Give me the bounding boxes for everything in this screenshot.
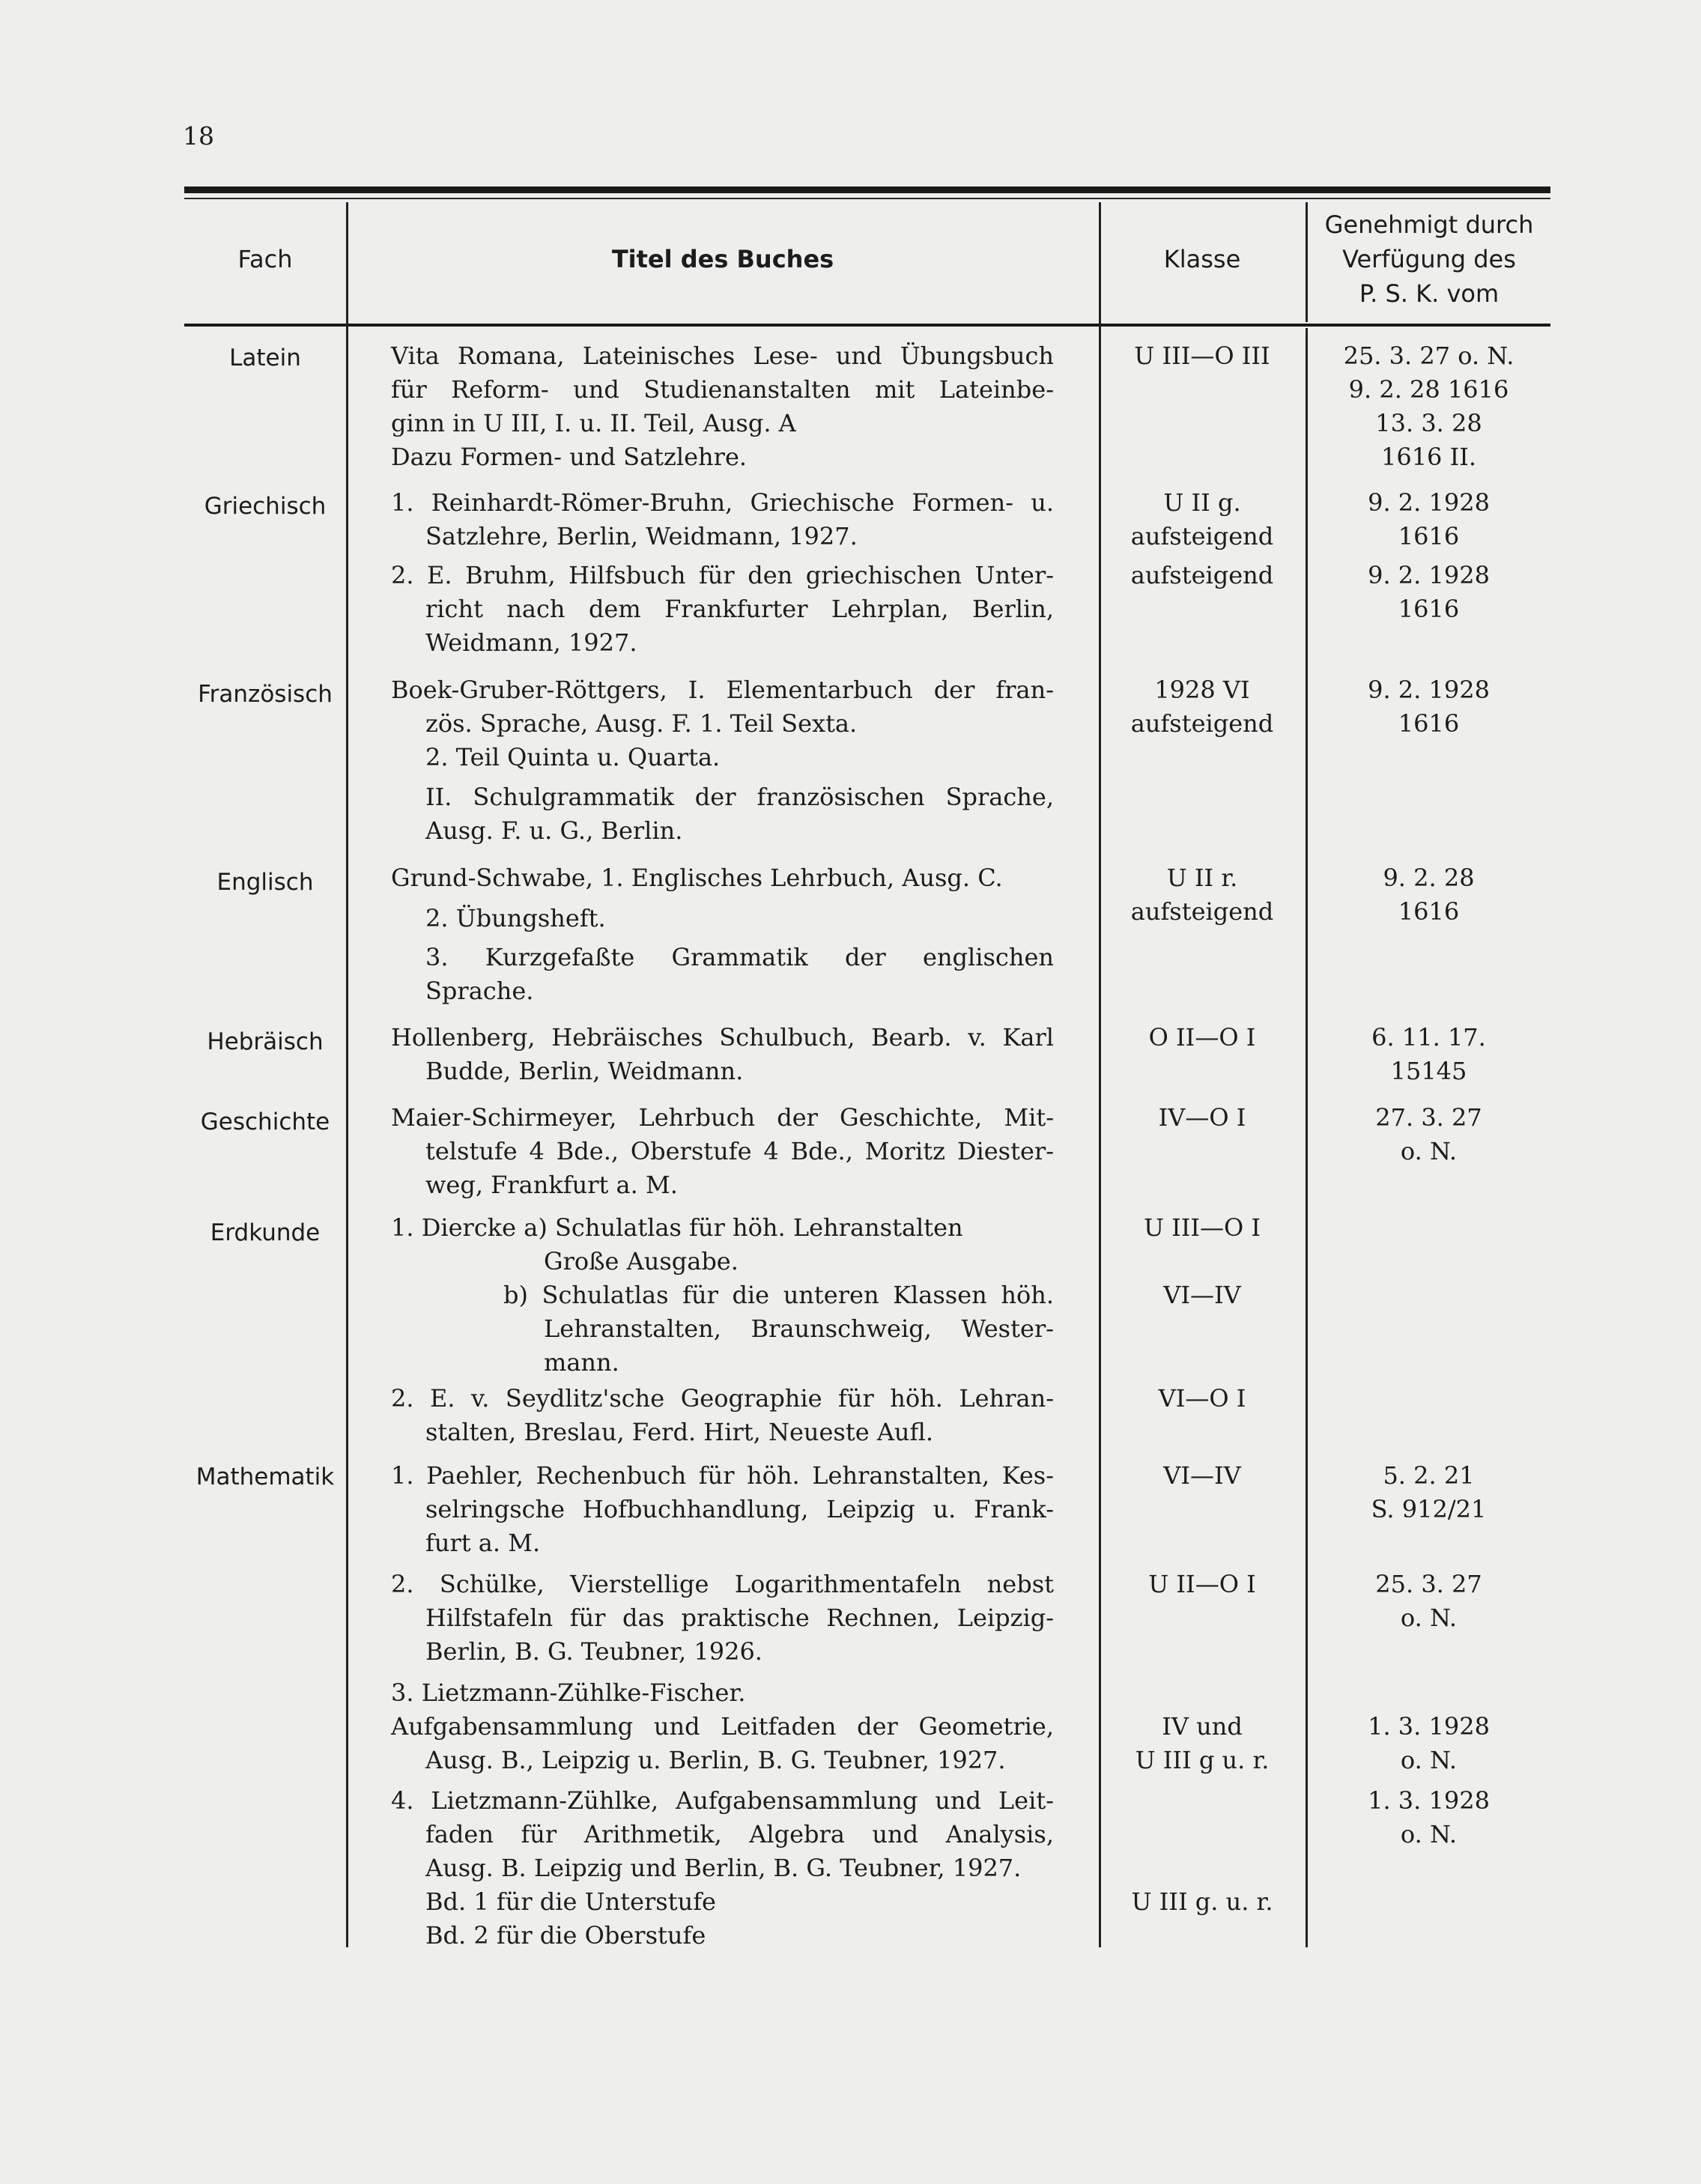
- klasse-value: U III g u. r.: [1135, 1746, 1270, 1774]
- book-title-line: 1. Reinhardt-Römer-Bruhn, Griechische Formen- u.: [391, 488, 1054, 517]
- approval-date: 1616 II.: [1380, 443, 1477, 471]
- book-title-line: selringsche Hofbuchhandlung, Leipzig u. Frank-: [425, 1495, 1054, 1523]
- approval-date: o. N.: [1400, 1604, 1458, 1632]
- book-title-line: weg, Frankfurt a. M.: [425, 1171, 678, 1199]
- book-title-line: Budde, Berlin, Weidmann.: [425, 1057, 744, 1085]
- book-title-line: Berlin, B. G. Teubner, 1926.: [425, 1637, 762, 1666]
- subject-erdkunde: Erdkunde: [210, 1219, 321, 1246]
- approval-date: 5. 2. 21: [1383, 1461, 1475, 1490]
- book-title-line: Maier-Schirmeyer, Lehrbuch der Geschichte, Mit-: [391, 1103, 1054, 1132]
- approval-date: o. N.: [1400, 1137, 1458, 1165]
- book-title-line: 1. Paehler, Rechenbuch für höh. Lehranstalten, Kes-: [391, 1461, 1054, 1490]
- book-title-line: Boek-Gruber-Röttgers, I. Elementarbuch der fran-: [391, 676, 1054, 704]
- book-title-line: ginn in U III, I. u. II. Teil, Ausg. A: [391, 409, 796, 437]
- approval-date: 1616: [1398, 897, 1460, 926]
- book-title-line: 2. E. Bruhm, Hilfsbuch für den griechischen Unter-: [391, 561, 1054, 589]
- header-klasse: Klasse: [1163, 245, 1241, 273]
- approval-date: o. N.: [1400, 1820, 1458, 1848]
- column-divider: [1099, 202, 1101, 1947]
- approval-date: 25. 3. 27: [1375, 1570, 1482, 1598]
- book-title-line: 2. Schülke, Vierstellige Logarithmentafeln nebst: [391, 1570, 1054, 1598]
- book-title-line: Grund-Schwabe, 1. Englisches Lehrbuch, Ausg. C.: [391, 864, 1003, 892]
- book-title-line: faden für Arithmetik, Algebra und Analysis,: [425, 1820, 1054, 1848]
- approval-date: S. 912/21: [1371, 1495, 1487, 1523]
- klasse-value: aufsteigend: [1130, 709, 1274, 738]
- approval-date: 27. 3. 27: [1375, 1103, 1482, 1132]
- subject-franzoesisch: Französisch: [198, 681, 333, 708]
- approval-date: 13. 3. 28: [1375, 409, 1482, 437]
- book-title-line: Aufgabensammlung und Leitfaden der Geometrie,: [391, 1712, 1054, 1741]
- approval-date: 1616: [1398, 709, 1460, 738]
- klasse-value: VI—IV: [1163, 1281, 1241, 1309]
- book-title-line: Hollenberg, Hebräisches Schulbuch, Bearb. v. Karl: [391, 1023, 1054, 1052]
- approval-date: 6. 11. 17.: [1371, 1023, 1486, 1052]
- book-title-line: zös. Sprache, Ausg. F. 1. Teil Sexta.: [425, 709, 858, 738]
- approval-date: 9. 2. 1928: [1368, 488, 1490, 517]
- klasse-value: aufsteigend: [1130, 561, 1274, 589]
- klasse-value: U II r.: [1166, 864, 1238, 892]
- book-title-line: Dazu Formen- und Satzlehre.: [391, 443, 748, 471]
- subject-geschichte: Geschichte: [200, 1108, 330, 1135]
- book-title-line: Ausg. B. Leipzig und Berlin, B. G. Teubner, 1927.: [425, 1854, 1022, 1882]
- approval-date: 9. 2. 28 1616: [1348, 375, 1509, 404]
- top-rule: [184, 186, 1550, 193]
- book-title-line: telstufe 4 Bde., Oberstufe 4 Bde., Moritz Diester-: [425, 1137, 1054, 1165]
- approval-date: 25. 3. 27 o. N.: [1343, 342, 1514, 370]
- book-title-line: Ausg. F. u. G., Berlin.: [425, 816, 683, 845]
- book-title-line: furt a. M.: [425, 1529, 541, 1557]
- book-title-line: stalten, Breslau, Ferd. Hirt, Neueste Aufl.: [425, 1418, 934, 1446]
- header-genehmigt-1: Genehmigt durch: [1324, 210, 1534, 239]
- book-title-line: 2. E. v. Seydlitz'sche Geographie für höh. Lehran-: [391, 1384, 1054, 1413]
- approval-date: 9. 2. 28: [1383, 864, 1475, 892]
- approval-date: 15145: [1390, 1057, 1467, 1085]
- klasse-value: aufsteigend: [1130, 522, 1274, 550]
- page-number: 18: [183, 121, 214, 151]
- subject-englisch: Englisch: [216, 869, 314, 896]
- book-title-line: 2. Übungsheft.: [425, 904, 606, 932]
- klasse-value: IV und: [1162, 1712, 1243, 1741]
- header-rule: [184, 324, 1550, 327]
- header-genehmigt-3: P. S. K. vom: [1359, 279, 1500, 308]
- header-genehmigt-2: Verfügung des: [1342, 245, 1516, 273]
- klasse-value: VI—O I: [1158, 1384, 1246, 1413]
- book-title-line: Hilfstafeln für das praktische Rechnen, Leipzig-: [425, 1604, 1054, 1632]
- klasse-value: aufsteigend: [1130, 897, 1274, 926]
- approval-date: 1616: [1398, 595, 1460, 623]
- approval-date: 9. 2. 1928: [1368, 676, 1490, 704]
- book-title-line: 2. Teil Quinta u. Quarta.: [425, 743, 721, 771]
- book-title-line: Lehranstalten, Braunschweig, Wester-: [544, 1314, 1054, 1343]
- approval-date: 1616: [1398, 522, 1460, 550]
- klasse-value: 1928 VI: [1154, 676, 1250, 704]
- book-title-line: Ausg. B., Leipzig u. Berlin, B. G. Teubner, 1927.: [425, 1746, 1006, 1774]
- book-title-line: 1. Diercke a) Schulatlas für höh. Lehranstalten: [391, 1213, 963, 1242]
- book-title-line: richt nach dem Frankfurter Lehrplan, Berlin,: [425, 595, 1054, 623]
- book-title-line: Bd. 2 für die Oberstufe: [425, 1921, 706, 1950]
- subject-latein: Latein: [229, 345, 301, 371]
- book-title-line: Große Ausgabe.: [544, 1247, 739, 1275]
- book-title-line: Bd. 1 für die Unterstufe: [425, 1887, 716, 1916]
- klasse-value: IV—O I: [1158, 1103, 1246, 1132]
- klasse-value: U III—O I: [1143, 1213, 1261, 1242]
- subject-mathematik: Mathematik: [195, 1463, 335, 1490]
- klasse-value: U II g.: [1163, 488, 1241, 517]
- book-title-line: 3. Kurzgefaßte Grammatik der englischen: [425, 943, 1054, 971]
- top-rule-thin: [184, 198, 1550, 199]
- column-divider: [346, 202, 348, 1947]
- book-title-line: 3. Lietzmann-Zühlke-Fischer.: [391, 1678, 746, 1707]
- klasse-value: O II—O I: [1148, 1023, 1256, 1052]
- approval-date: o. N.: [1400, 1746, 1458, 1774]
- subject-griechisch: Griechisch: [204, 493, 327, 520]
- book-title-line: für Reform- und Studienanstalten mit Lateinbe-: [391, 375, 1054, 404]
- klasse-value: U II—O I: [1148, 1570, 1256, 1598]
- subject-hebraeisch: Hebräisch: [207, 1028, 324, 1055]
- klasse-value: U III—O III: [1134, 342, 1270, 370]
- book-title-line: b) Schulatlas für die unteren Klassen höh.: [503, 1281, 1054, 1309]
- approval-date: 1. 3. 1928: [1368, 1786, 1490, 1815]
- approval-date: 9. 2. 1928: [1368, 561, 1490, 589]
- book-title-line: Vita Romana, Lateinisches Lese- und Übungsbuch: [391, 342, 1054, 370]
- header-fach: Fach: [237, 245, 293, 273]
- book-title-line: II. Schulgrammatik der französischen Sprache,: [425, 783, 1054, 811]
- header-titel: Titel des Buches: [611, 245, 834, 273]
- approval-date: 1. 3. 1928: [1368, 1712, 1490, 1741]
- book-title-line: 4. Lietzmann-Zühlke, Aufgabensammlung und Leit-: [391, 1786, 1054, 1815]
- book-title-line: Weidmann, 1927.: [425, 628, 637, 657]
- klasse-value: U III g. u. r.: [1131, 1887, 1273, 1916]
- book-title-line: Satzlehre, Berlin, Weidmann, 1927.: [425, 522, 858, 550]
- klasse-value: VI—IV: [1163, 1461, 1241, 1490]
- book-title-line: mann.: [544, 1348, 619, 1377]
- book-title-line: Sprache.: [425, 977, 534, 1005]
